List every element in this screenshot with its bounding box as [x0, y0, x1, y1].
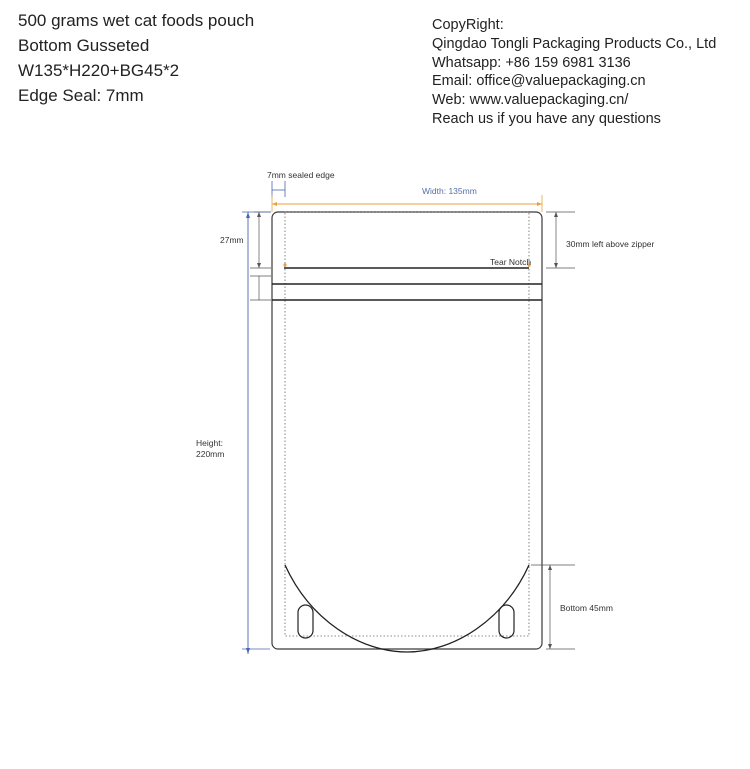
whatsapp-contact: Whatsapp: +86 159 6981 3136 — [432, 54, 631, 71]
spec-dimensions: W135*H220+BG45*2 — [18, 61, 180, 80]
top-arrow-down — [257, 263, 261, 268]
height-arrow-down — [246, 648, 250, 654]
bottom-gusset-arc — [285, 565, 529, 652]
email-contact: Email: office@valuepackaging.cn — [432, 73, 646, 90]
bottom-arrow-up — [548, 565, 552, 570]
zipper-above-arrow-down — [554, 263, 558, 268]
spec-edge-seal: Edge Seal: 7mm — [18, 86, 144, 105]
width-arrow-left — [272, 202, 277, 206]
copyright-label: CopyRight: — [432, 17, 504, 33]
web-contact: Web: www.valuepackaging.cn/ — [432, 92, 629, 109]
top-arrow-up — [257, 212, 261, 217]
height-label-line1: Height: — [196, 438, 223, 448]
width-arrow-right — [537, 202, 542, 206]
height-arrow-up — [246, 212, 250, 218]
bottom-arrow-down — [548, 644, 552, 649]
company-name: Qingdao Tongli Packaging Products Co., Ltd — [432, 35, 717, 52]
seal-line-inner — [285, 212, 532, 636]
tear-notch-left — [283, 263, 286, 266]
spec-gusset: Bottom Gusseted — [18, 36, 150, 55]
pouch-outline — [272, 212, 542, 649]
tear-notch-label: Tear Notch — [490, 257, 532, 267]
height-label-line2: 220mm — [196, 449, 225, 459]
corner-slot-left — [298, 605, 313, 638]
reach-us-text: Reach us if you have any questions — [432, 110, 661, 127]
edge-label: 7mm sealed edge — [267, 170, 335, 180]
spec-title: 500 grams wet cat foods pouch — [18, 11, 255, 30]
zipper-above-label: 30mm left above zipper — [566, 239, 655, 249]
corner-slot-right — [499, 605, 514, 638]
width-label: Width: 135mm — [422, 186, 477, 196]
top-label: 27mm — [220, 235, 244, 245]
zipper-above-arrow-up — [554, 212, 558, 217]
bottom-label: Bottom 45mm — [560, 603, 613, 613]
